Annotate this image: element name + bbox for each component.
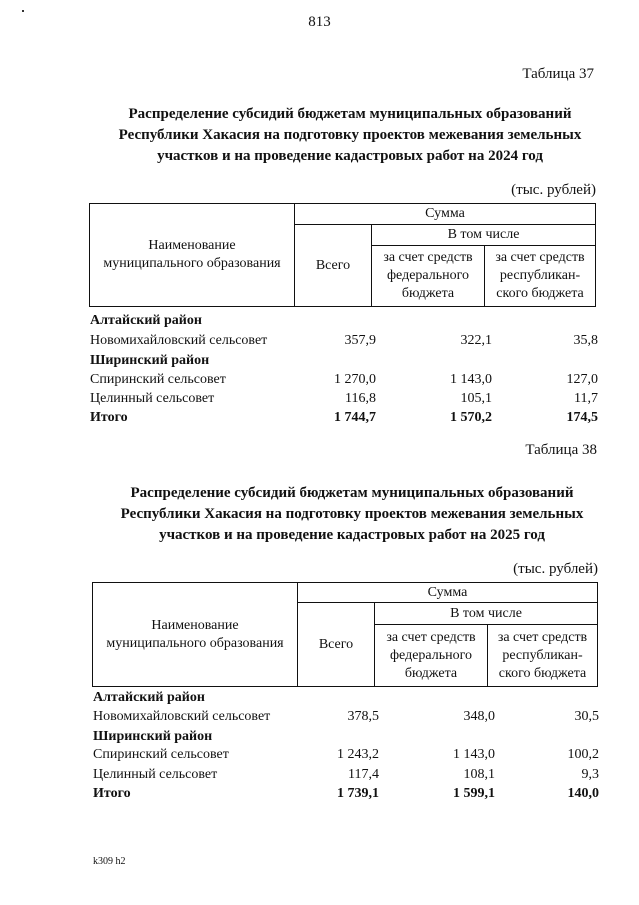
header-republic-line: республикан- — [502, 647, 583, 663]
row-total: 1 739,1 — [337, 786, 379, 801]
row-federal: 322,1 — [460, 333, 492, 348]
row-republic: 30,5 — [574, 709, 599, 724]
scan-dot — [22, 10, 24, 12]
header-republic-line: за счет средств — [495, 250, 585, 265]
row-total: 116,8 — [345, 391, 376, 406]
header-name — [90, 204, 295, 307]
row-name: Ширинский район — [90, 353, 210, 368]
row-federal: 105,1 — [460, 391, 492, 406]
row-total: 357,9 — [344, 333, 376, 348]
header-federal-line: бюджета — [404, 665, 458, 681]
row-republic: 9,3 — [581, 767, 599, 782]
row-total: 1 744,7 — [334, 410, 376, 425]
header-federal — [372, 246, 485, 307]
title-line: Республики Хакасия на подготовку проектов межевания земельных — [120, 506, 584, 522]
table-row — [93, 688, 599, 707]
header-federal — [375, 625, 488, 687]
row-federal: 1 143,0 — [450, 372, 492, 387]
row-name: Ширинский район — [93, 729, 213, 744]
page-number: 813 — [308, 14, 331, 30]
table-row — [93, 765, 599, 784]
row-republic: 35,8 — [573, 333, 598, 348]
table-row — [93, 727, 599, 746]
header-name-line: Наименование — [151, 617, 239, 633]
header-republic — [485, 246, 596, 307]
table-row-total — [90, 408, 598, 427]
row-republic: 140,0 — [567, 786, 599, 801]
header-federal-line: за счет средств — [386, 629, 476, 645]
units-label: (тыс. рублей) — [511, 182, 596, 198]
title-line: участков и на проведение кадастровых работ на 2024 год — [157, 148, 543, 164]
header-including: В том числе — [375, 603, 598, 625]
table-row — [90, 331, 598, 350]
table-row — [90, 370, 598, 389]
row-name: Алтайский район — [93, 690, 205, 705]
header-total: Всего — [295, 225, 372, 307]
header-sum: Сумма — [295, 204, 596, 225]
row-federal: 1 599,1 — [453, 786, 495, 801]
table-row-total — [93, 784, 599, 803]
header-total: Всего — [298, 603, 375, 687]
row-name: Спиринский сельсовет — [93, 747, 229, 762]
header-federal-line: федерального — [386, 268, 470, 283]
row-name: Целинный сельсовет — [93, 767, 218, 782]
header-republic-line: республикан- — [499, 268, 581, 283]
row-total: 1 243,2 — [337, 747, 379, 762]
table-label: Таблица 37 — [522, 66, 594, 82]
table-row — [93, 745, 599, 764]
row-name: Новомихайловский сельсовет — [93, 709, 271, 724]
row-name: Алтайский район — [90, 313, 202, 328]
row-republic: 100,2 — [567, 747, 599, 762]
row-federal: 348,0 — [463, 709, 495, 724]
header-republic-line: ского бюджета — [498, 665, 587, 681]
table-header — [89, 203, 596, 307]
header-republic-line: за счет средств — [497, 629, 588, 645]
header-republic-line: ского бюджета — [496, 286, 584, 301]
header-federal-line: бюджета — [401, 286, 455, 301]
header-sum: Сумма — [298, 583, 598, 603]
row-republic: 174,5 — [566, 410, 598, 425]
row-total: 117,4 — [348, 767, 379, 782]
header-name-line: муниципального образования — [103, 256, 281, 271]
table-row — [93, 707, 599, 726]
row-name: Новомихайловский сельсовет — [90, 333, 268, 348]
footer-mark: k309 h2 — [93, 856, 126, 867]
row-federal: 1 143,0 — [453, 747, 495, 762]
row-total: 1 270,0 — [334, 372, 376, 387]
title-line: участков и на проведение кадастровых работ на 2025 год — [159, 527, 545, 543]
table-body — [93, 688, 599, 808]
row-federal: 108,1 — [463, 767, 495, 782]
table-row — [90, 351, 598, 370]
title-line: Республики Хакасия на подготовку проектов межевания земельных — [118, 127, 582, 143]
header-name-line: Наименование — [148, 238, 236, 253]
header-federal-line: за счет средств — [383, 250, 473, 265]
row-republic: 11,7 — [574, 391, 598, 406]
row-republic: 127,0 — [566, 372, 598, 387]
table-header — [92, 582, 598, 687]
table-row — [90, 389, 598, 408]
title-line: Распределение субсидий бюджетам муниципальных образований — [128, 106, 572, 122]
units-label: (тыс. рублей) — [513, 561, 598, 577]
row-name: Итого — [93, 786, 131, 801]
row-name: Спиринский сельсовет — [90, 372, 226, 387]
header-name-line: муниципального образования — [106, 635, 284, 651]
title-line: Распределение субсидий бюджетам муниципальных образований — [130, 485, 574, 501]
table-row — [90, 311, 598, 330]
table-label: Таблица 38 — [525, 442, 597, 458]
table-body — [90, 311, 598, 431]
table-title — [60, 104, 639, 167]
row-name: Итого — [90, 410, 128, 425]
row-federal: 1 570,2 — [450, 410, 492, 425]
header-republic — [488, 625, 598, 687]
row-total: 378,5 — [347, 709, 379, 724]
row-name: Целинный сельсовет — [90, 391, 215, 406]
header-including: В том числе — [372, 225, 596, 246]
header-name — [93, 583, 298, 687]
table-title — [62, 483, 639, 546]
header-federal-line: федерального — [389, 647, 473, 663]
